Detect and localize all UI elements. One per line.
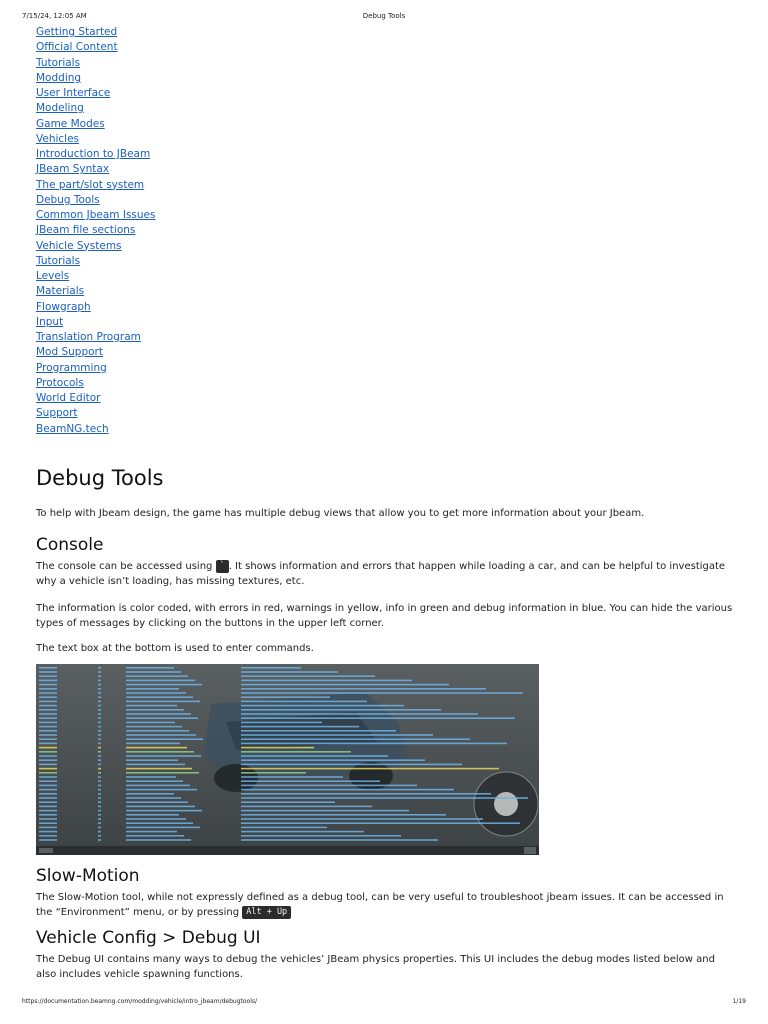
console-log-text <box>39 755 57 757</box>
console-log-text <box>39 713 57 715</box>
nav-link[interactable]: Game Modes <box>36 117 105 130</box>
console-log-text <box>126 780 183 782</box>
console-log-text <box>39 688 57 690</box>
nav-link[interactable]: BeamNG.tech <box>36 422 109 435</box>
console-log-text <box>98 797 101 799</box>
console-log-text <box>126 684 202 686</box>
console-log-text <box>126 827 200 829</box>
console-log-text <box>98 764 101 766</box>
console-log-text <box>39 705 57 707</box>
nav-link[interactable]: Tutorials <box>36 254 81 267</box>
console-log-text <box>39 827 57 829</box>
console-log-text <box>98 768 101 770</box>
nav-item <box>36 147 155 162</box>
console-log-text <box>39 696 57 698</box>
nav-item <box>36 56 155 71</box>
console-log-text <box>241 730 396 732</box>
nav-link[interactable]: Input <box>36 315 64 328</box>
console-log-text <box>98 717 101 719</box>
console-log-text <box>241 806 372 808</box>
console-log-text <box>241 768 499 770</box>
console-log-text <box>39 734 57 736</box>
print-footer <box>22 998 746 1010</box>
nav-link[interactable]: Programming <box>36 361 107 374</box>
console-log-text <box>98 818 101 820</box>
console-log-text <box>39 759 57 761</box>
console-log-text <box>126 801 188 803</box>
console-log-text <box>241 785 417 787</box>
console-screenshot-image <box>36 664 539 855</box>
console-log-text <box>39 726 57 728</box>
console-log-text <box>126 810 202 812</box>
console-log-text <box>241 772 306 774</box>
console-log-text <box>98 793 101 795</box>
console-log-text <box>39 831 57 833</box>
console-log-text <box>98 743 101 745</box>
console-log-text <box>126 713 191 715</box>
console-log-text <box>39 764 57 766</box>
console-log-text <box>39 701 57 703</box>
console-log-text <box>98 667 101 669</box>
console-log-text <box>39 667 57 669</box>
nav-item <box>36 162 155 177</box>
console-log-text <box>126 722 175 724</box>
nav-item <box>36 376 155 391</box>
console-log-text <box>98 751 101 753</box>
console-log-text <box>98 696 101 698</box>
console-log-text <box>98 734 101 736</box>
console-paragraph-2: The information is color coded, with errors in red, warnings in yellow, info in green and debug information in blue. You can hide the various types of messages by clicking on the buttons in the upper left corner. <box>36 603 733 629</box>
console-log-text <box>241 759 425 761</box>
debug-ui-paragraph: The Debug UI contains many ways to debug the vehicles’ JBeam physics properties. This UI includes the debug modes listed below and also includes vehicle spawning functions. <box>36 954 715 980</box>
nav-item <box>36 284 155 299</box>
console-log-text <box>126 768 192 770</box>
console-log-text <box>241 734 433 736</box>
nav-item <box>36 422 155 437</box>
console-log-text <box>126 680 195 682</box>
print-header <box>22 12 746 24</box>
console-log-text <box>126 831 177 833</box>
nav-link[interactable]: Mod Support <box>36 346 103 359</box>
print-url: https://documentation.beamng.com/modding/vehicle/intro_jbeam/debugtools/ <box>22 998 258 1005</box>
console-log-text <box>126 692 186 694</box>
nav-item <box>36 361 155 376</box>
console-log-text <box>98 713 101 715</box>
console-log-text <box>39 671 57 673</box>
console-log-text <box>126 789 197 791</box>
nav-link[interactable]: Common Jbeam Issues <box>36 209 156 221</box>
console-log-text <box>241 709 441 711</box>
console-log-text <box>126 793 174 795</box>
console-log-text <box>98 755 101 757</box>
nav-link[interactable]: Modeling <box>36 102 84 115</box>
console-log-text <box>241 818 483 820</box>
console-log-text <box>241 831 364 833</box>
console-log-text <box>126 688 179 690</box>
console-log-text <box>39 684 57 686</box>
console-log-text <box>39 738 57 740</box>
nav-link[interactable]: JBeam file sections <box>36 224 136 237</box>
console-log-text <box>241 713 478 715</box>
console-log-text <box>98 671 101 673</box>
console-log-text <box>98 801 101 803</box>
nav-link[interactable]: World Editor <box>36 392 101 404</box>
console-log-text <box>126 743 180 745</box>
console-p1-text: The console can be accessed using <box>36 561 213 572</box>
console-log-text <box>241 822 520 824</box>
console-p1-text-end: . It shows information and errors that happen while loading a car, and can be helpful to investigate why a vehicle isn’t loading, has missing textures, etc. <box>36 561 726 587</box>
print-title: Debug Tools <box>362 12 406 20</box>
console-log-text <box>241 776 343 778</box>
console-log-text <box>39 814 57 816</box>
console-log-text <box>98 839 101 841</box>
console-log-text <box>241 801 335 803</box>
console-log-text <box>98 759 101 761</box>
console-log-text <box>39 709 57 711</box>
console-log-text <box>39 722 57 724</box>
nav-link[interactable]: Official Content <box>36 41 118 54</box>
nav-link[interactable]: Debug Tools <box>36 193 100 206</box>
console-log-text <box>241 717 515 719</box>
console-log-text <box>241 839 438 841</box>
console-log-text <box>98 738 101 740</box>
console-log-text <box>98 785 101 787</box>
slow-motion-text: The Slow-Motion tool, while not expressly defined as a debug tool, can be very useful to troubleshoot jbeam issues. It can be accessed in the “Environment” menu, or by pressing <box>36 892 724 918</box>
console-log-text <box>39 797 57 799</box>
console-log-text <box>241 705 404 707</box>
console-log-text <box>241 780 380 782</box>
console-log-text <box>98 776 101 778</box>
console-log-text <box>241 684 449 686</box>
nav-item <box>36 315 155 330</box>
console-log-text <box>39 776 57 778</box>
console-log-text <box>98 810 101 812</box>
console-log-text <box>39 780 57 782</box>
console-log-text <box>241 722 322 724</box>
console-log-text <box>126 701 200 703</box>
console-log-text <box>98 701 101 703</box>
console-log-text <box>126 726 182 728</box>
nav-link[interactable]: Protocols <box>36 376 84 389</box>
console-log-text <box>98 789 101 791</box>
console-paragraph-1 <box>36 559 736 589</box>
console-log-text <box>39 822 57 824</box>
console-log-text <box>98 814 101 816</box>
intro-paragraph: To help with Jbeam design, the game has multiple debug views that allow you to get more information about your Jbeam. <box>36 508 645 519</box>
console-log-text <box>98 780 101 782</box>
console-log-text <box>126 709 184 711</box>
console-log-text <box>241 814 446 816</box>
console-log-text <box>98 705 101 707</box>
console-log-text <box>241 827 327 829</box>
nav-item <box>36 101 155 116</box>
console-log-text <box>126 835 184 837</box>
console-log-text <box>39 818 57 820</box>
console-log-text <box>98 675 101 677</box>
console-log-text <box>98 806 101 808</box>
nav-item <box>36 300 155 315</box>
console-log-text <box>126 839 191 841</box>
console-log-text <box>126 747 187 749</box>
console-log-text <box>98 709 101 711</box>
console-log-text <box>126 667 174 669</box>
slow-motion-heading: Slow-Motion <box>36 866 140 886</box>
nav-item <box>36 117 155 132</box>
console-log-text <box>39 692 57 694</box>
console-log-text <box>39 801 57 803</box>
nav-item <box>36 223 155 238</box>
console-log-text <box>98 726 101 728</box>
nav-link[interactable]: The part/slot system <box>36 178 145 191</box>
console-log-text <box>126 705 177 707</box>
console-log-text <box>39 835 57 837</box>
console-log-text <box>126 772 199 774</box>
console-log-text <box>39 675 57 677</box>
console-log-text <box>126 776 176 778</box>
console-log-text <box>241 667 301 669</box>
console-log-text <box>241 755 388 757</box>
console-log-text <box>98 827 101 829</box>
console-log-text <box>126 759 178 761</box>
console-screenshot <box>36 664 539 855</box>
console-log-text <box>241 738 470 740</box>
console-log-text <box>39 717 57 719</box>
console-log-text <box>241 810 409 812</box>
console-log-text <box>126 696 193 698</box>
console-log-text <box>241 696 330 698</box>
nav-item <box>36 208 155 223</box>
console-log-text <box>39 810 57 812</box>
nav-item <box>36 391 155 406</box>
console-paragraph-3: The text box at the bottom is used to enter commands. <box>36 643 314 654</box>
console-log-text <box>126 764 185 766</box>
debug-ui-heading: Vehicle Config > Debug UI <box>36 928 261 948</box>
console-log-text <box>241 751 351 753</box>
documentation-nav <box>36 25 155 437</box>
nav-item <box>36 345 155 360</box>
console-log-text <box>98 692 101 694</box>
nav-link[interactable]: Vehicle Systems <box>36 239 122 252</box>
console-log-text <box>98 722 101 724</box>
nav-link[interactable]: Support <box>36 407 78 420</box>
console-log-text <box>39 806 57 808</box>
console-log-text <box>126 671 181 673</box>
console-log-text <box>241 835 401 837</box>
nav-link[interactable]: Modding <box>36 71 82 84</box>
console-log-text <box>126 818 186 820</box>
console-log-text <box>98 772 101 774</box>
console-log-text <box>98 684 101 686</box>
console-log-text <box>126 797 181 799</box>
nav-item <box>36 71 155 86</box>
console-log-text <box>126 755 201 757</box>
nav-link[interactable]: Translation Program <box>36 331 141 343</box>
console-log-text <box>241 675 375 677</box>
nav-item <box>36 40 155 55</box>
console-log-text <box>241 793 491 795</box>
console-log-text <box>241 789 454 791</box>
console-log-text <box>39 793 57 795</box>
console-log-text <box>39 789 57 791</box>
nav-link[interactable]: Materials <box>36 285 85 298</box>
console-log-text <box>241 671 338 673</box>
console-log-text <box>241 747 314 749</box>
nav-link[interactable]: User Interface <box>36 87 111 99</box>
nav-item <box>36 239 155 254</box>
nav-link[interactable]: Levels <box>36 270 70 282</box>
console-log-text <box>39 743 57 745</box>
console-log-text <box>126 814 179 816</box>
nav-item <box>36 269 155 284</box>
nav-item <box>36 254 155 269</box>
nav-item <box>36 86 155 101</box>
console-log-text <box>126 738 203 740</box>
console-log-text <box>98 831 101 833</box>
console-log-text <box>126 785 190 787</box>
nav-item <box>36 193 155 208</box>
console-log-text <box>98 747 101 749</box>
console-log-text <box>126 675 188 677</box>
article <box>36 462 736 656</box>
console-log-text <box>126 734 196 736</box>
print-datetime: 7/15/24, 12:05 AM <box>22 12 87 20</box>
console-log-text <box>241 692 523 694</box>
console-log-text <box>126 730 189 732</box>
console-log-text <box>39 768 57 770</box>
console-log-text <box>126 822 193 824</box>
console-log-text <box>241 701 367 703</box>
page-title: Debug Tools <box>36 466 164 490</box>
console-log-text <box>126 806 195 808</box>
nav-link[interactable]: Tutorials <box>36 56 81 69</box>
nav-item <box>36 406 155 421</box>
article-continued <box>36 866 736 982</box>
console-log-text <box>39 772 57 774</box>
console-log-text <box>98 835 101 837</box>
nav-link[interactable]: Introduction to JBeam <box>36 148 151 160</box>
console-log-text <box>241 726 359 728</box>
console-log-text <box>98 680 101 682</box>
console-log-text <box>39 747 57 749</box>
console-log-text <box>98 822 101 824</box>
console-log-text <box>241 764 462 766</box>
console-log-text <box>241 743 507 745</box>
console-log-text <box>126 717 198 719</box>
console-heading: Console <box>36 535 104 555</box>
nav-item <box>36 178 155 193</box>
nav-link[interactable]: Vehicles <box>36 132 80 145</box>
console-log-text <box>241 680 412 682</box>
alt-up-key: Alt + Up <box>242 906 291 919</box>
nav-link[interactable]: Getting Started <box>36 26 118 38</box>
console-log-text <box>39 751 57 753</box>
console-log-text <box>98 688 101 690</box>
console-log-text <box>39 680 57 682</box>
console-log-text <box>39 839 57 841</box>
nav-item <box>36 132 155 147</box>
console-log-text <box>126 751 194 753</box>
print-page-number: 1/19 <box>732 998 746 1005</box>
console-log-text <box>241 797 528 799</box>
backtick-key: ` <box>216 560 229 573</box>
console-log-text <box>39 730 57 732</box>
console-log-text <box>39 785 57 787</box>
nav-link[interactable]: Flowgraph <box>36 300 91 313</box>
slow-motion-paragraph <box>36 890 736 920</box>
nav-item <box>36 330 155 345</box>
nav-link[interactable]: JBeam Syntax <box>36 163 110 176</box>
console-log-text <box>241 688 486 690</box>
nav-item <box>36 25 155 40</box>
console-log-text <box>98 730 101 732</box>
